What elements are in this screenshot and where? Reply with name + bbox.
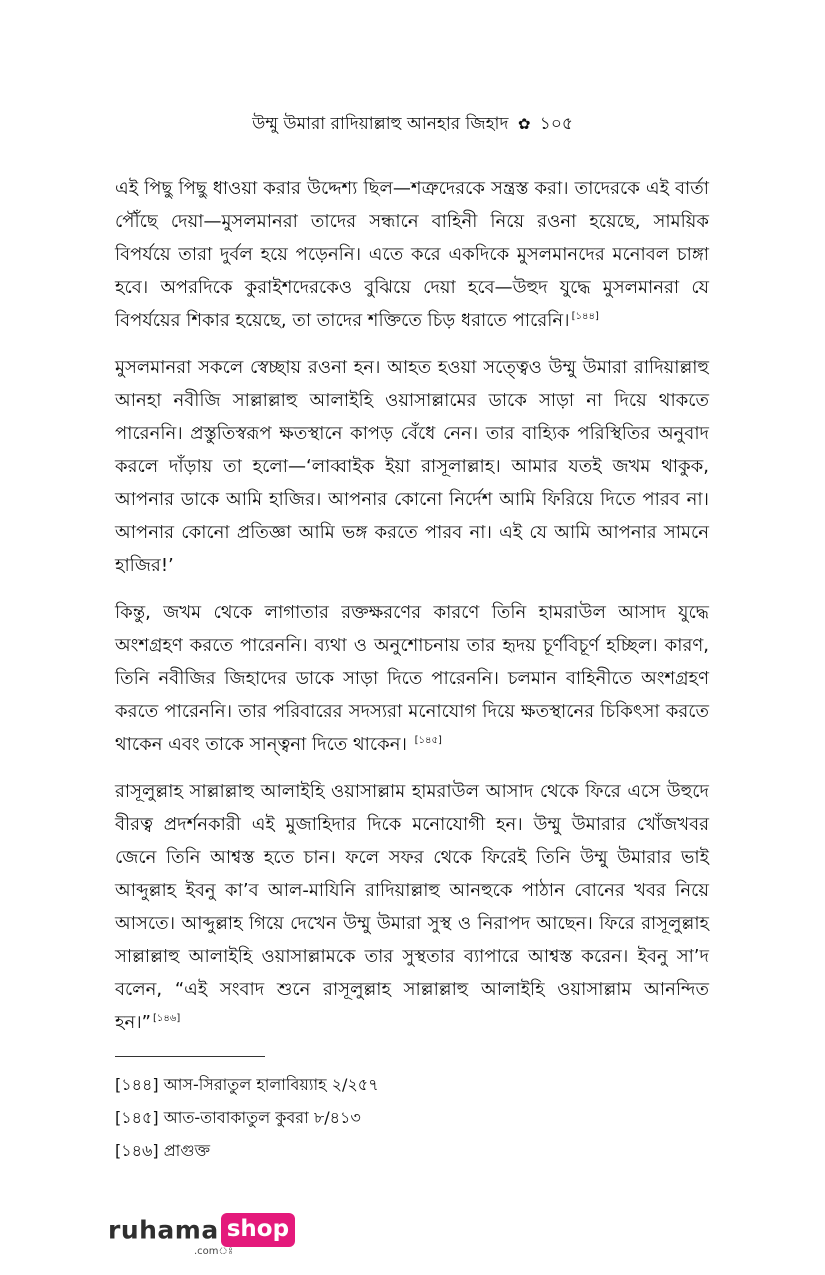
logo-shop-box: shop — [221, 1213, 295, 1247]
paragraph — [115, 596, 709, 761]
main-text — [115, 172, 709, 1053]
footnote-item: [১৪৬] প্রাগুক্ত — [115, 1141, 211, 1160]
footnote-item: [১৪৫] আত-তাবাকাতুল কুবরা ৮/৪১৩ — [115, 1108, 361, 1127]
paragraph — [115, 775, 709, 1039]
paragraph — [115, 172, 709, 337]
running-header — [0, 112, 825, 136]
flower-separator-icon: ✿ — [517, 115, 531, 133]
footnotes — [115, 1068, 709, 1167]
footnote-marker[interactable]: [১৪৬] — [152, 1013, 181, 1024]
footnote-item: [১৪৪] আস-সিরাতুল হালাবিয়্যাহ ২/২৫৭ — [115, 1075, 379, 1094]
ruhamashop-logo — [108, 1213, 295, 1257]
logo-domain: .comঃ — [194, 1246, 234, 1257]
paragraph-text: এই পিছু পিছু ধাওয়া করার উদ্দেশ্য ছিল—শত্রুদেরকে সন্ত্রস্ত করা। তাদেরকে এই বার্তা পৌঁছে দেয়া—মুসলমানরা তাদের সন্ধানে বাহিনী নিয়ে রওনা হয়েছে, সাময়িক বিপর্যয়ে তারা দুর্বল হয়ে পড়েননি। এতে করে একদিকে মুসলমানদের মনোবল চাঙ্গা হবে। অপরদিকে কুরাইশদেরকেও বুঝিয়ে দেয়া হবে—উহুদ যুদ্ধে মুসলমানরা যে বিপর্যয়ের শিকার হয়েছে, তা তাদের শক্তিতে চিড় ধরাতে পারেনি। — [115, 178, 709, 331]
footnote-marker[interactable]: [১৪৫] — [414, 735, 442, 746]
header-title: উম্মু উমারা রাদিয়াল্লাহু আনহার জিহাদ — [252, 114, 509, 134]
page-number: ১০৫ — [539, 114, 573, 134]
logo-word: ruhama — [108, 1215, 219, 1245]
paragraph-text: কিন্তু, জখম থেকে লাগাতার রক্তক্ষরণের কারণে তিনি হামরাউল আসাদ যুদ্ধে অংশগ্রহণ করতে পারেননি। ব্যথা ও অনুশোচনায় তার হৃদয় চূর্ণবিচূর্ণ হচ্ছিল। কারণ, তিনি নবীজির জিহাদের ডাকে সাড়া দিতে পারেননি। চলমান বাহিনীতে অংশগ্রহণ করতে পারেননি। তার পরিবারের সদস্যরা মনোযোগ দিয়ে ক্ষতস্থানের চিকিৎসা করতে থাকেন এবং তাকে সান্ত্বনা দিতে থাকেন। — [115, 602, 709, 755]
footnote-marker[interactable]: [১৪৪] — [571, 311, 599, 322]
paragraph — [115, 351, 709, 582]
paragraph-text: মুসলমানরা সকলে স্বেচ্ছায় রওনা হন। আহত হওয়া সত্ত্বেও উম্মু উমারা রাদিয়াল্লাহু আনহা নবীজি সাল্লাল্লাহু আলাইহি ওয়াসাল্লামের ডাকে সাড়া না দিয়ে থাকতে পারেননি। প্রস্তুতিস্বরূপ ক্ষতস্থানে কাপড় বেঁধে নেন। তার বাহ্যিক পরিস্থিতির অনুবাদ করলে দাঁড়ায় তা হলো—‘লাব্বাইক ইয়া রাসূলাল্লাহ। আমার যতই জখম থাকুক, আপনার ডাকে আমি হাজির। আপনার কোনো নির্দেশ আমি ফিরিয়ে দিতে পারব না। আপনার কোনো প্রতিজ্ঞা আমি ভঙ্গ করতে পারব না। এই যে আমি আপনার সামনে হাজির!’ — [115, 357, 709, 576]
footnote-divider — [115, 1056, 265, 1057]
paragraph-text: রাসূলুল্লাহ সাল্লাল্লাহু আলাইহি ওয়াসাল্লাম হামরাউল আসাদ থেকে ফিরে এসে উহুদে বীরত্ব প্রদর্শনকারী এই মুজাহিদার দিকে মনোযোগী হন। উম্মু উমারার খোঁজখবর জেনে তিনি আশ্বস্ত হতে চান। ফলে সফর থেকে ফিরেই তিনি উম্মু উমারার ভাই আব্দুল্লাহ ইবনু কা’ব আল-মাযিনি রাদিয়াল্লাহু আনহুকে পাঠান বোনের খবর নিয়ে আসতে। আব্দুল্লাহ গিয়ে দেখেন উম্মু উমারা সুস্থ ও নিরাপদ আছেন। ফিরে রাসূলুল্লাহ সাল্লাল্লাহু আলাইহি ওয়াসাল্লামকে তার সুস্থতার ব্যাপারে আশ্বস্ত করেন। ইবনু সা’দ বলেন, “এই সংবাদ শুনে রাসূলুল্লাহ সাল্লাল্লাহু আলাইহি ওয়াসাল্লাম আনন্দিত হন।” — [115, 781, 709, 1033]
